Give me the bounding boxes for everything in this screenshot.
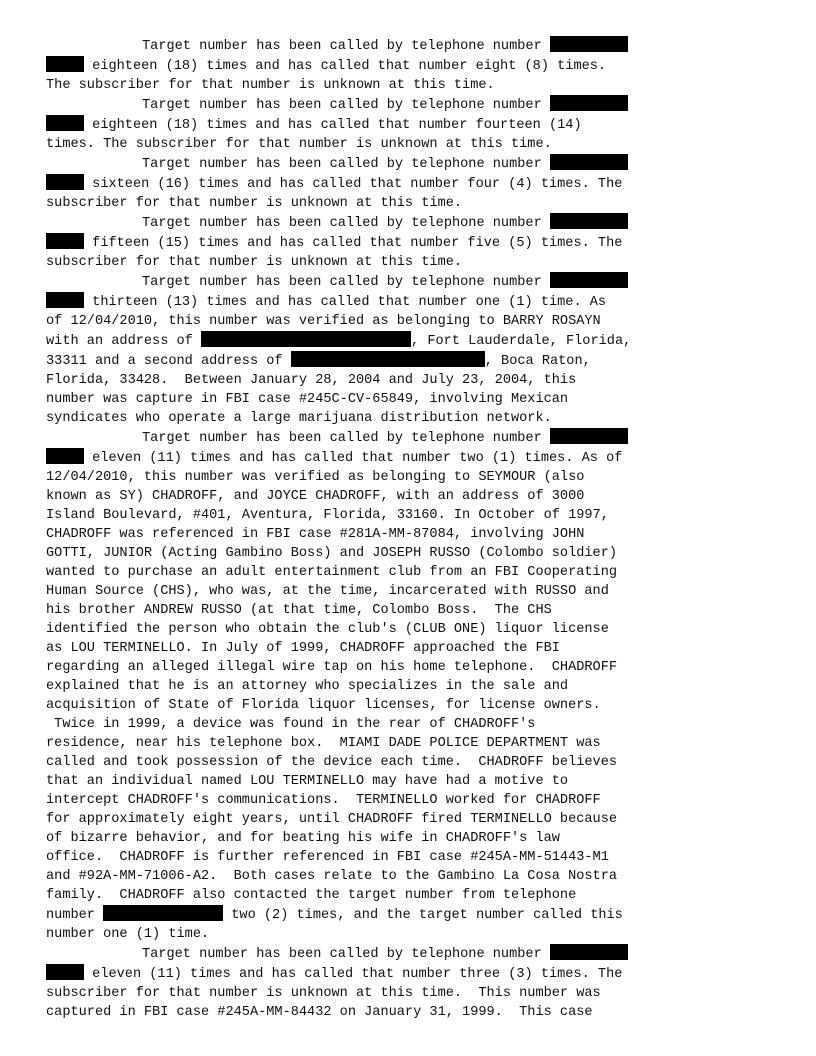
text-line: CHADROFF was referenced in FBI case #281A-MM-87084, involving JOHN (46, 527, 585, 542)
redaction-box (46, 964, 84, 980)
redaction-box (46, 56, 84, 72)
text-line: syndicates who operate a large marijuana distribution network. (46, 411, 552, 426)
text-line: Target number has been called by telephone number (142, 98, 550, 113)
text-line: known as SY) CHADROFF, and JOYCE CHADROFF, with an address of 3000 (46, 489, 585, 504)
text-line: subscriber for that number is unknown at this time. This number was (46, 986, 601, 1001)
text-line: sixteen (16) times and has called that number four (4) times. The (84, 177, 623, 192)
document-page (46, 36, 726, 1022)
text-line: fifteen (15) times and has called that number five (5) times. The (84, 236, 623, 251)
paragraph-3 (46, 154, 726, 213)
text-line: eleven (11) times and has called that number two (1) times. As of (84, 451, 623, 466)
text-line: identified the person who obtain the club's (CLUB ONE) liquor license (46, 622, 609, 637)
redaction-box (46, 115, 84, 131)
text-line: Target number has been called by telephone number (142, 39, 550, 54)
text-line: Target number has been called by telephone number (142, 431, 550, 446)
text-line: number was capture in FBI case #245C-CV-65849, involving Mexican (46, 392, 569, 407)
text-line: The subscriber for that number is unknown at this time. (46, 78, 495, 93)
redaction-box (550, 154, 628, 170)
text-line: eighteen (18) times and has called that number fourteen (14) (84, 118, 582, 133)
text-line: Twice in 1999, a device was found in the rear of CHADROFF's (46, 717, 536, 732)
text-line: eighteen (18) times and has called that number eight (8) times. (84, 59, 607, 74)
paragraph-5 (46, 272, 726, 428)
redaction-box (550, 944, 628, 960)
text-line: acquisition of State of Florida liquor licenses, for license owners. (46, 698, 601, 713)
text-line: explained that he is an attorney who specializes in the sale and (46, 679, 569, 694)
redaction-box (550, 213, 628, 229)
text-line: office. CHADROFF is further referenced in FBI case #245A-MM-51443-M1 (46, 850, 609, 865)
text-line: for approximately eight years, until CHADROFF fired TERMINELLO because (46, 812, 618, 827)
text-line: subscriber for that number is unknown at this time. (46, 196, 463, 211)
redaction-box (103, 905, 223, 921)
redaction-box (550, 36, 628, 52)
text-line: Human Source (CHS), who was, at the time, incarcerated with RUSSO and (46, 584, 609, 599)
paragraph-6 (46, 428, 726, 944)
text-line: wanted to purchase an adult entertainment club from an FBI Cooperating (46, 565, 618, 580)
redaction-box (291, 351, 485, 367)
text-line: number one (1) time. (46, 927, 210, 942)
text-line: , Boca Raton, (484, 354, 591, 369)
redaction-box (46, 448, 84, 464)
text-line: times. The subscriber for that number is unknown at this time. (46, 137, 552, 152)
paragraph-1 (46, 36, 726, 95)
text-line: thirteen (13) times and has called that number one (1) time. As (84, 295, 607, 310)
paragraph-4 (46, 213, 726, 272)
text-line: GOTTI, JUNIOR (Acting Gambino Boss) and JOSEPH RUSSO (Colombo soldier) (46, 546, 618, 561)
text-line: captured in FBI case #245A-MM-84432 on January 31, 1999. This case (46, 1005, 593, 1020)
text-line: Florida, 33428. Between January 28, 2004 and July 23, 2004, this (46, 373, 577, 388)
text-line: with an address of (46, 334, 201, 349)
text-line: of bizarre behavior, and for beating his wife in CHADROFF's law (46, 831, 560, 846)
text-line: called and took possession of the device each time. CHADROFF believes (46, 755, 618, 770)
text-line: 33311 and a second address of (46, 354, 291, 369)
text-line: of 12/04/2010, this number was verified as belonging to BARRY ROSAYN (46, 314, 601, 329)
text-line: regarding an alleged illegal wire tap on his home telephone. CHADROFF (46, 660, 618, 675)
text-line: intercept CHADROFF's communications. TERMINELLO worked for CHADROFF (46, 793, 601, 808)
text-line: number (46, 908, 104, 923)
text-line: residence, near his telephone box. MIAMI DADE POLICE DEPARTMENT was (46, 736, 601, 751)
redaction-box (550, 95, 628, 111)
text-line: Target number has been called by telephone number (142, 947, 550, 962)
redaction-box (46, 292, 84, 308)
redaction-box (550, 428, 628, 444)
text-line: two (2) times, and the target number called this (223, 908, 623, 923)
text-line: and #92A-MM-71006-A2. Both cases relate to the Gambino La Cosa Nostra (46, 869, 618, 884)
text-line: subscriber for that number is unknown at this time. (46, 255, 463, 270)
text-line: that an individual named LOU TERMINELLO may have had a motive to (46, 774, 569, 789)
paragraph-7 (46, 944, 726, 1022)
text-line: as LOU TERMINELLO. In July of 1999, CHADROFF approached the FBI (46, 641, 560, 656)
redaction-box (46, 174, 84, 190)
redaction-box (201, 331, 411, 347)
paragraph-2 (46, 95, 726, 154)
redaction-box (46, 233, 84, 249)
text-line: Target number has been called by telephone number (142, 275, 550, 290)
redaction-box (550, 272, 628, 288)
text-line: Target number has been called by telephone number (142, 157, 550, 172)
text-line: family. CHADROFF also contacted the target number from telephone (46, 888, 577, 903)
text-line: eleven (11) times and has called that number three (3) times. The (84, 967, 623, 982)
text-line: Island Boulevard, #401, Aventura, Florida, 33160. In October of 1997, (46, 508, 609, 523)
text-line: 12/04/2010, this number was verified as belonging to SEYMOUR (also (46, 470, 585, 485)
text-line: , Fort Lauderdale, Florida, (411, 334, 632, 349)
text-line: Target number has been called by telephone number (142, 216, 550, 231)
text-line: his brother ANDREW RUSSO (at that time, Colombo Boss. The CHS (46, 603, 552, 618)
